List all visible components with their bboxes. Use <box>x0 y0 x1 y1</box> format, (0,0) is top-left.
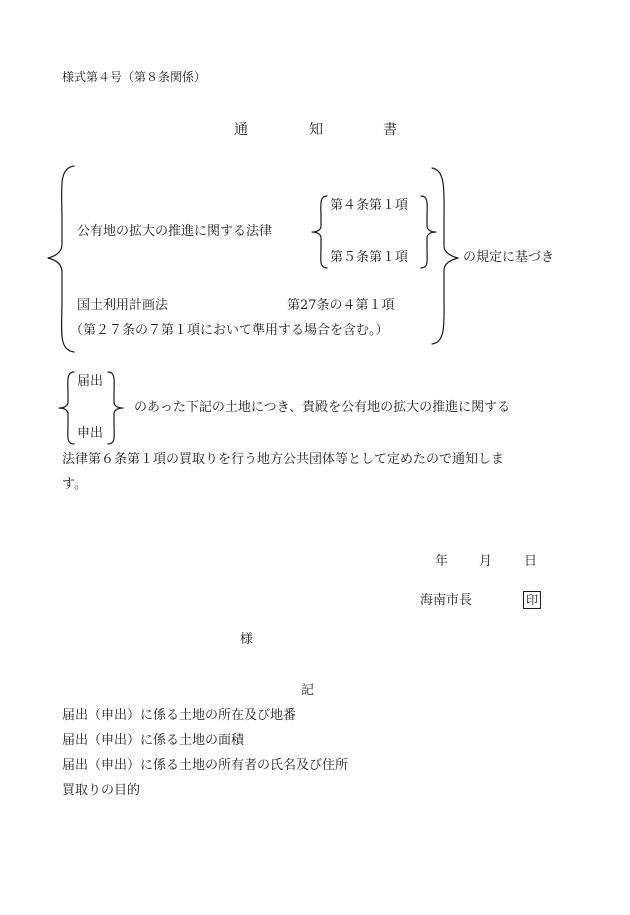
title-char-2: 知 <box>309 122 323 138</box>
record-heading: 記 <box>301 683 315 698</box>
law-basis-suffix: の規定に基づき <box>463 250 555 265</box>
notice-option-1: 届出 <box>77 374 104 389</box>
record-item-3: 届出（申出）に係る土地の所有者の氏名及び住所 <box>62 758 349 773</box>
date-year: 年 <box>435 554 449 569</box>
addressee-suffix: 様 <box>240 632 254 647</box>
record-item-2: 届出（申出）に係る土地の面積 <box>62 733 245 748</box>
law-name: 公有地の拡大の推進に関する法律 <box>77 224 273 239</box>
title-char-1: 通 <box>234 122 248 138</box>
issuer-title: 海南市長 <box>420 593 473 608</box>
article-option-1: 第４条第１項 <box>330 198 409 213</box>
form-number: 様式第４号（第８条関係） <box>62 70 207 84</box>
record-item-4: 買取りの目的 <box>62 783 141 798</box>
title-char-3: 書 <box>383 122 397 138</box>
notice-option-2: 申出 <box>77 426 104 441</box>
notice-line-2: 法律第６条第１項の買取りを行う地方公共団体等として定めたので通知しま <box>62 452 505 467</box>
article-right-brace <box>417 192 441 272</box>
notice-line-3: す。 <box>62 477 87 492</box>
notice-line-1: のあった下記の土地につき、貴殿を公有地の拡大の推進に関する <box>134 400 511 415</box>
date-month: 月 <box>479 554 493 569</box>
other-law-name: 国土利用計画法 <box>77 298 169 313</box>
notice-right-brace <box>104 368 128 448</box>
other-law-article: 第27条の４第１項 <box>287 298 395 313</box>
record-item-1: 届出（申出）に係る土地の所在及び地番 <box>62 708 297 723</box>
seal-mark: 印 <box>523 591 541 609</box>
article-option-2: 第５条第１項 <box>330 250 409 265</box>
date-day: 日 <box>524 554 538 569</box>
other-law-note: （第２７条の７第１項において準用する場合を含む。） <box>70 323 389 338</box>
